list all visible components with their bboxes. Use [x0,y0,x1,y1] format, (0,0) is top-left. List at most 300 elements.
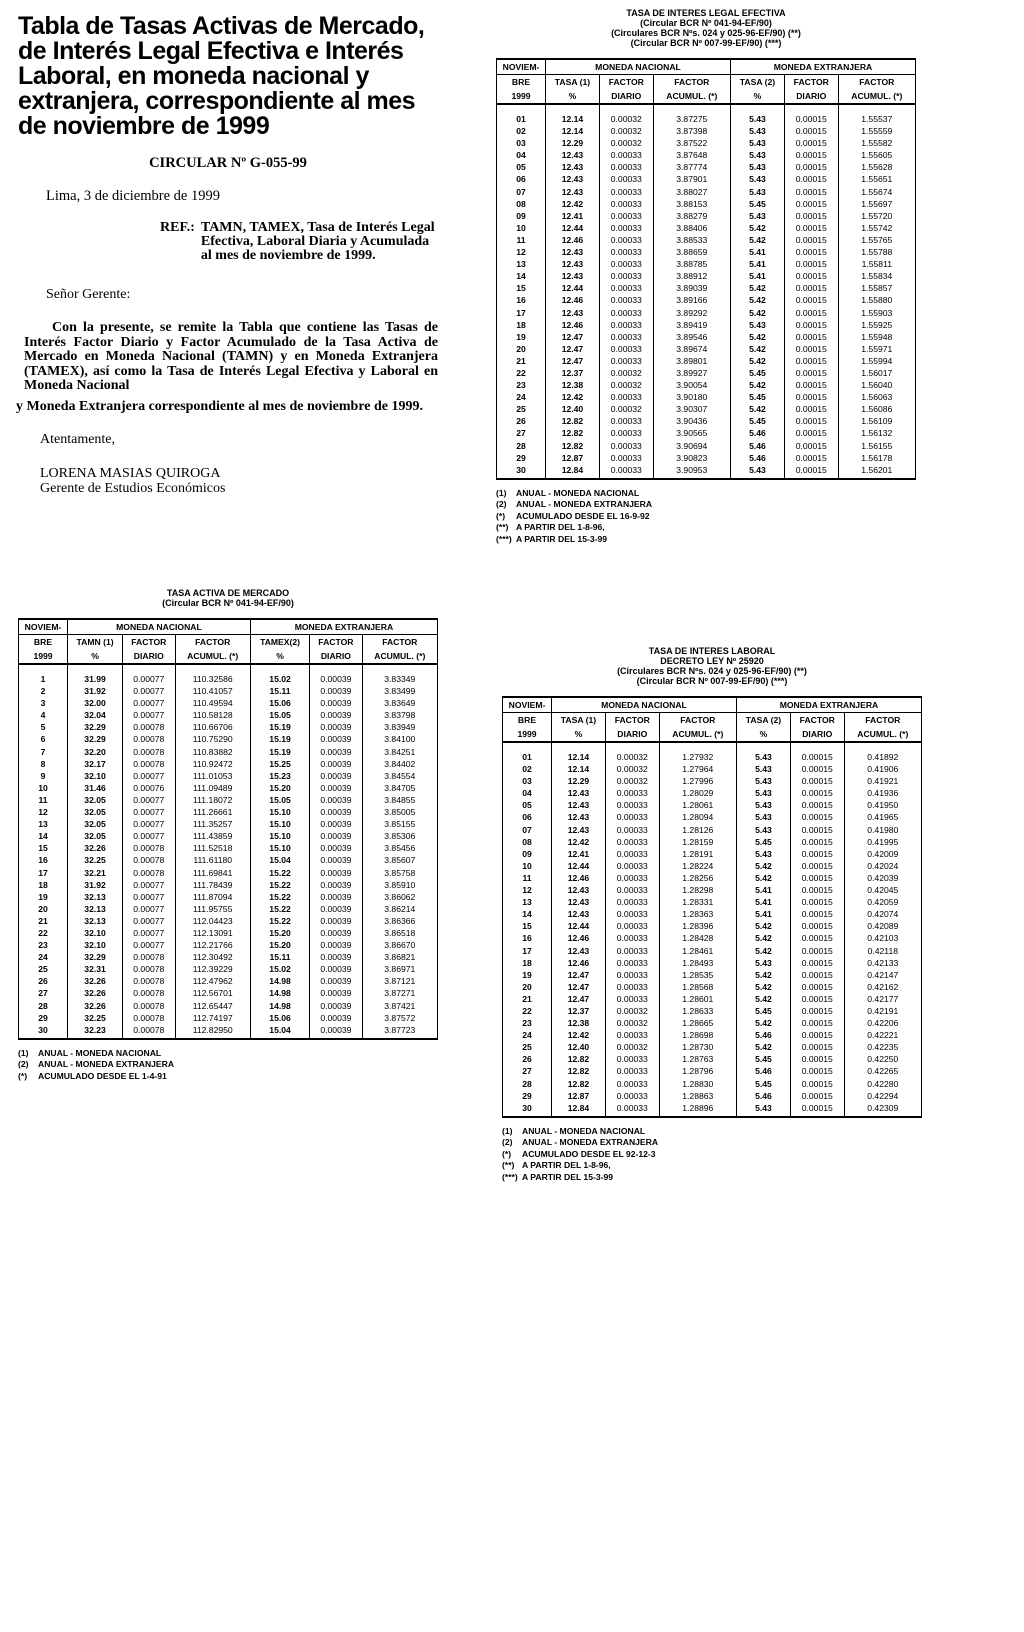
table-cell: 3.86366 [362,915,437,927]
table-cell: 5.43 [730,210,784,222]
table-cell: 1.28126 [659,824,736,836]
table-cell: 24 [497,391,546,403]
table-cell: 0.00033 [599,307,653,319]
table-row [503,981,922,993]
table-cell: 0.00033 [605,799,659,811]
table-cell: 3.89801 [653,355,730,367]
table-cell: 1.28298 [659,884,736,896]
table-cell: 06 [503,811,552,823]
table-title-line: (Circulares BCR Nºs. 024 y 025-96-EF/90) (**) [617,666,807,676]
table-cell: 5.42 [730,355,784,367]
table-cell: 12.42 [552,836,606,848]
table-cell: 0.00077 [123,830,175,842]
table-cell: 0.00015 [790,957,844,969]
table-cell: 5.43 [730,104,784,125]
table-cell: 3.90054 [653,379,730,391]
table-cell: 0.42009 [844,848,921,860]
table-title [502,646,922,686]
table-cell: 0.00078 [123,721,175,733]
place-date: Lima, 3 de diciembre de 1999 [46,188,220,204]
table-cell: 4 [19,709,68,721]
table-cell: 1.28863 [659,1090,736,1102]
table-cell: 1.56201 [838,464,915,479]
table-cell: 32.26 [68,842,123,854]
table-cell: 0.00033 [599,258,653,270]
table-cell: 0.00033 [605,860,659,872]
table-cell: 5.45 [736,1078,790,1090]
table-cell: 0.00078 [123,975,175,987]
table-row [19,733,438,745]
table-cell: 0.00039 [310,915,362,927]
table-cell: 27 [19,987,68,999]
table-cell: 5.45 [736,836,790,848]
table-row [497,282,916,294]
table-cell: 111.78439 [175,879,250,891]
table-title-line: DECRETO LEY Nº 25920 [660,656,764,666]
table-cell: 0.00039 [310,975,362,987]
table-cell: 03 [497,137,546,149]
table-cell: 5.43 [730,125,784,137]
table-cell: 112.21766 [175,939,250,951]
table-cell: 0.00015 [790,981,844,993]
table-cell: 3.85306 [362,830,437,842]
table-cell: 3.86214 [362,903,437,915]
table-row [503,742,922,763]
table-cell: 12.43 [552,884,606,896]
table-cell: 12.42 [546,391,600,403]
table-cell: 12.37 [552,1005,606,1017]
column-header-sub: DIARIO [784,89,838,104]
column-header: FACTOR [175,635,250,650]
table-cell: 12 [19,806,68,818]
table-row [19,782,438,794]
circular-number: CIRCULAR Nº G-055-99 [149,155,307,171]
footnote-marker: (**) [502,1160,515,1171]
table-row [19,1024,438,1039]
table-cell: 12.14 [552,742,606,763]
table-cell: 23 [497,379,546,391]
table-cell: 15.22 [250,903,309,915]
header-month-2: BRE [503,713,552,728]
table-cell: 0.00039 [310,1024,362,1039]
table-cell: 13 [19,818,68,830]
table-cell: 3.89166 [653,294,730,306]
table-cell: 0.00039 [310,746,362,758]
table-cell: 0.00015 [790,1041,844,1053]
column-header-sub: % [736,727,790,742]
table-cell: 12.43 [552,799,606,811]
table-cell: 0.00032 [599,379,653,391]
column-header-sub: ACUMUL. (*) [653,89,730,104]
table-cell: 3 [19,697,68,709]
table-cell: 3.86670 [362,939,437,951]
table-cell: 5.43 [730,137,784,149]
table-row [497,186,916,198]
table-cell: 17 [503,945,552,957]
table-cell: 5.42 [730,379,784,391]
table-cell: 12.44 [552,860,606,872]
column-header: FACTOR [838,75,915,90]
body-paragraph-continued: y Moneda Extranjera correspondiente al mes de noviembre de 1999. [16,398,423,414]
table-row [503,1078,922,1090]
table-cell: 0.00015 [784,331,838,343]
table-cell: 12.37 [546,367,600,379]
table-row [19,879,438,891]
table-cell: 5.42 [730,331,784,343]
header-month-2: BRE [497,75,546,90]
table-cell: 03 [503,775,552,787]
footnote [502,1160,922,1172]
table-cell: 0.00015 [784,246,838,258]
table-cell: 12.87 [546,452,600,464]
table-cell: 5.42 [736,1017,790,1029]
table-cell: 1.28461 [659,945,736,957]
table-cell: 1.28535 [659,969,736,981]
table-cell: 5.43 [730,464,784,479]
table-cell: 1.55811 [838,258,915,270]
table-cell: 3.84554 [362,770,437,782]
column-header-sub: ACUMUL. (*) [838,89,915,104]
table-row [19,963,438,975]
table-cell: 27 [503,1065,552,1077]
reference [160,221,438,263]
table-cell: 15.20 [250,939,309,951]
table-cell: 3.90180 [653,391,730,403]
table-cell: 12.38 [546,379,600,391]
signer-title: Gerente de Estudios Económicos [40,481,226,496]
table-cell: 16 [503,932,552,944]
table-cell: 0.00033 [599,464,653,479]
footnote-marker: (2) [496,499,507,510]
table-row [497,343,916,355]
footnote [502,1126,922,1138]
table-cell: 1.28029 [659,787,736,799]
table-cell: 0.00015 [790,896,844,908]
header-month-3: 1999 [19,649,68,664]
table-cell: 110.66706 [175,721,250,733]
table-cell: 1.28061 [659,799,736,811]
table-cell: 32.10 [68,939,123,951]
table-cell: 3.84855 [362,794,437,806]
table-cell: 12.82 [546,427,600,439]
table-cell: 0.00078 [123,842,175,854]
table-cell: 0.00033 [605,787,659,799]
table-row [497,415,916,427]
table-row [503,884,922,896]
table-cell: 12.82 [552,1065,606,1077]
table-cell: 24 [503,1029,552,1041]
table-block-mercado [18,588,438,1082]
table-cell: 0.00039 [310,867,362,879]
table-cell: 111.18072 [175,794,250,806]
table-cell: 1.55628 [838,161,915,173]
table-cell: 1.55834 [838,270,915,282]
table-cell: 32.17 [68,758,123,770]
table-cell: 0.00015 [784,186,838,198]
column-header: TASA (1) [552,713,606,728]
table-cell: 0.41936 [844,787,921,799]
table-cell: 0.42221 [844,1029,921,1041]
table-cell: 0.42162 [844,981,921,993]
footnote-text: ANUAL - MONEDA EXTRANJERA [38,1059,175,1070]
table-cell: 0.00015 [784,161,838,173]
table-cell: 3.88912 [653,270,730,282]
table-cell: 0.00033 [605,1078,659,1090]
table-cell: 5.42 [730,307,784,319]
table-cell: 0.00039 [310,685,362,697]
table-row [497,161,916,173]
table-cell: 0.41965 [844,811,921,823]
table-cell: 30 [503,1102,552,1117]
table-cell: 0.00039 [310,842,362,854]
table-cell: 112.13091 [175,927,250,939]
column-header-sub: DIARIO [790,727,844,742]
table-title-line: (Circular BCR Nº 007-99-EF/90) (***) [630,38,782,48]
table-cell: 0.00078 [123,963,175,975]
table-cell: 08 [503,836,552,848]
table-cell: 0.00077 [123,818,175,830]
table-cell: 15.06 [250,1012,309,1024]
table-cell: 0.00015 [790,811,844,823]
table-cell: 0.42045 [844,884,921,896]
table-cell: 0.42118 [844,945,921,957]
table-cell: 32.00 [68,697,123,709]
table-cell: 0.00033 [599,343,653,355]
table-cell: 0.00033 [605,957,659,969]
footnote-marker: (**) [496,522,509,533]
table-cell: 32.05 [68,806,123,818]
reference-label: REF.: [160,220,195,235]
column-header: FACTOR [362,635,437,650]
column-header-sub: % [546,89,600,104]
table-cell: 32.05 [68,794,123,806]
table-row [19,709,438,721]
table-cell: 0.00033 [605,981,659,993]
table-cell: 5.46 [730,427,784,439]
table-cell: 0.42039 [844,872,921,884]
footnote-text: ACUMULADO DESDE EL 16-9-92 [516,510,650,521]
table-row [503,993,922,1005]
table-cell: 12.87 [552,1090,606,1102]
table-cell: 0.00015 [784,270,838,282]
table-cell: 1.28601 [659,993,736,1005]
table-cell: 12.42 [546,198,600,210]
table-cell: 0.00015 [784,173,838,185]
table-row [497,319,916,331]
table-cell: 3.87723 [362,1024,437,1039]
table-cell: 5.42 [736,932,790,944]
table-row [503,1017,922,1029]
table-cell: 1.28665 [659,1017,736,1029]
table-cell: 0.00033 [599,161,653,173]
table-cell: 0.00039 [310,903,362,915]
table-cell: 0.00033 [599,234,653,246]
table-cell: 15.02 [250,963,309,975]
table-cell: 31.46 [68,782,123,794]
table-title-line: (Circular BCR Nº 007-99-EF/90) (***) [636,676,788,686]
table-cell: 12.46 [552,932,606,944]
table-cell: 3.83798 [362,709,437,721]
table-cell: 20 [503,981,552,993]
table-cell: 15.19 [250,733,309,745]
table-cell: 12.14 [546,125,600,137]
table-cell: 0.00033 [599,149,653,161]
header-month-3: 1999 [503,727,552,742]
table-cell: 15.02 [250,664,309,685]
column-header: FACTOR [844,713,921,728]
table-cell: 0.00015 [784,391,838,403]
table-cell: 12.46 [552,957,606,969]
table-cell: 12.43 [546,186,600,198]
table-row [497,464,916,479]
table-cell: 3.87421 [362,1000,437,1012]
table-cell: 111.61180 [175,854,250,866]
table-cell: 112.56701 [175,987,250,999]
table-row [497,331,916,343]
table-cell: 17 [497,307,546,319]
table-cell: 3.87572 [362,1012,437,1024]
footnote-text: ANUAL - MONEDA EXTRANJERA [516,499,653,510]
column-header-sub: % [730,89,784,104]
table-cell: 0.42235 [844,1041,921,1053]
table-cell: 111.26661 [175,806,250,818]
table-cell: 5.46 [730,452,784,464]
table-cell: 3.83349 [362,664,437,685]
table-cell: 11 [497,234,546,246]
table-cell: 32.25 [68,854,123,866]
table-cell: 3.87774 [653,161,730,173]
table-cell: 1.55697 [838,198,915,210]
table-cell: 12.38 [552,1017,606,1029]
table-row [503,1065,922,1077]
table-row [497,104,916,125]
table-cell: 5.43 [736,787,790,799]
table-cell: 3.90436 [653,415,730,427]
table-cell: 2 [19,685,68,697]
table-cell: 32.29 [68,733,123,745]
table-cell: 01 [497,104,546,125]
table-cell: 5.43 [730,149,784,161]
table-cell: 12.43 [552,945,606,957]
table-cell: 0.00015 [790,860,844,872]
table-row [19,794,438,806]
table-cell: 11 [503,872,552,884]
table-cell: 0.00078 [123,1012,175,1024]
table-cell: 111.87094 [175,891,250,903]
table-cell: 15.20 [250,927,309,939]
table-cell: 12.29 [546,137,600,149]
table-cell: 112.74197 [175,1012,250,1024]
table-cell: 111.09489 [175,782,250,794]
table-cell: 0.00033 [599,210,653,222]
table-cell: 0.00039 [310,987,362,999]
table-cell: 25 [497,403,546,415]
table-cell: 1.28428 [659,932,736,944]
column-header: TASA (2) [736,713,790,728]
table-cell: 0.00039 [310,939,362,951]
table-cell: 1.28730 [659,1041,736,1053]
table-cell: 23 [19,939,68,951]
table-cell: 3.89039 [653,282,730,294]
table-cell: 3.85005 [362,806,437,818]
headline: Tabla de Tasas Activas de Mercado, de Interés Legal Efectiva e Interés Laboral, en moneda nacional y extranjera, correspondiente al mes de noviembre de 1999 [18,12,425,140]
table-cell: 5.42 [736,920,790,932]
footnote-text: ACUMULADO DESDE EL 92-12-3 [522,1148,656,1159]
table-cell: 1.55582 [838,137,915,149]
table-cell: 0.00015 [784,403,838,415]
column-header: TAMEX(2) [250,635,309,650]
table-cell: 0.00033 [599,319,653,331]
table-cell: 5.43 [736,957,790,969]
table-cell: 13 [497,258,546,270]
table-cell: 0.00015 [790,1005,844,1017]
table-row [503,811,922,823]
table-cell: 0.00033 [605,1065,659,1077]
table-cell: 15.04 [250,1024,309,1039]
table-row [19,951,438,963]
table-cell: 3.87121 [362,975,437,987]
table-cell: 1.56063 [838,391,915,403]
reference-text: TAMN, TAMEX, Tasa de Interés Legal Efectiva, Laboral Diaria y Acumulada al mes de noviembre de 1999. [200,220,435,263]
table-cell: 111.52518 [175,842,250,854]
table-cell: 3.89927 [653,367,730,379]
table-cell: 1.55903 [838,307,915,319]
column-header: FACTOR [605,713,659,728]
table-cell: 15 [503,920,552,932]
table-cell: 0.00033 [605,920,659,932]
table-cell: 14.98 [250,975,309,987]
header-group-nacional: MONEDA NACIONAL [546,59,731,75]
table-cell: 12.43 [552,908,606,920]
table-cell: 1.28363 [659,908,736,920]
table-cell: 0.00078 [123,733,175,745]
table-cell: 0.00033 [605,908,659,920]
table-cell: 0.00015 [784,379,838,391]
header-month-3: 1999 [497,89,546,104]
table-cell: 3.89546 [653,331,730,343]
table-cell: 3.83499 [362,685,437,697]
signer-name: LORENA MASIAS QUIROGA [40,466,221,481]
column-header: FACTOR [659,713,736,728]
table-row [503,896,922,908]
table-cell: 13 [503,896,552,908]
table-row [503,932,922,944]
column-header-sub: ACUMUL. (*) [175,649,250,664]
table-cell: 12.84 [552,1102,606,1117]
table-cell: 0.00015 [784,234,838,246]
letter [18,14,438,496]
table-cell: 0.00077 [123,794,175,806]
footnote-marker: (1) [502,1125,513,1136]
table-cell: 112.65447 [175,1000,250,1012]
table-footnotes [18,1048,438,1083]
table-cell: 5.43 [736,824,790,836]
table-cell: 1.55720 [838,210,915,222]
table-cell: 1.55857 [838,282,915,294]
table-cell: 11 [19,794,68,806]
table-title [18,588,438,608]
table-cell: 0.00078 [123,1024,175,1039]
table-row [19,664,438,685]
table-cell: 3.87398 [653,125,730,137]
table-cell: 0.00015 [790,908,844,920]
table-cell: 0.42177 [844,993,921,1005]
table-row [19,903,438,915]
table-cell: 5.42 [736,993,790,1005]
table-cell: 0.00077 [123,770,175,782]
table-cell: 16 [19,854,68,866]
footnote-text: A PARTIR DEL 1-8-96, [522,1160,611,1171]
